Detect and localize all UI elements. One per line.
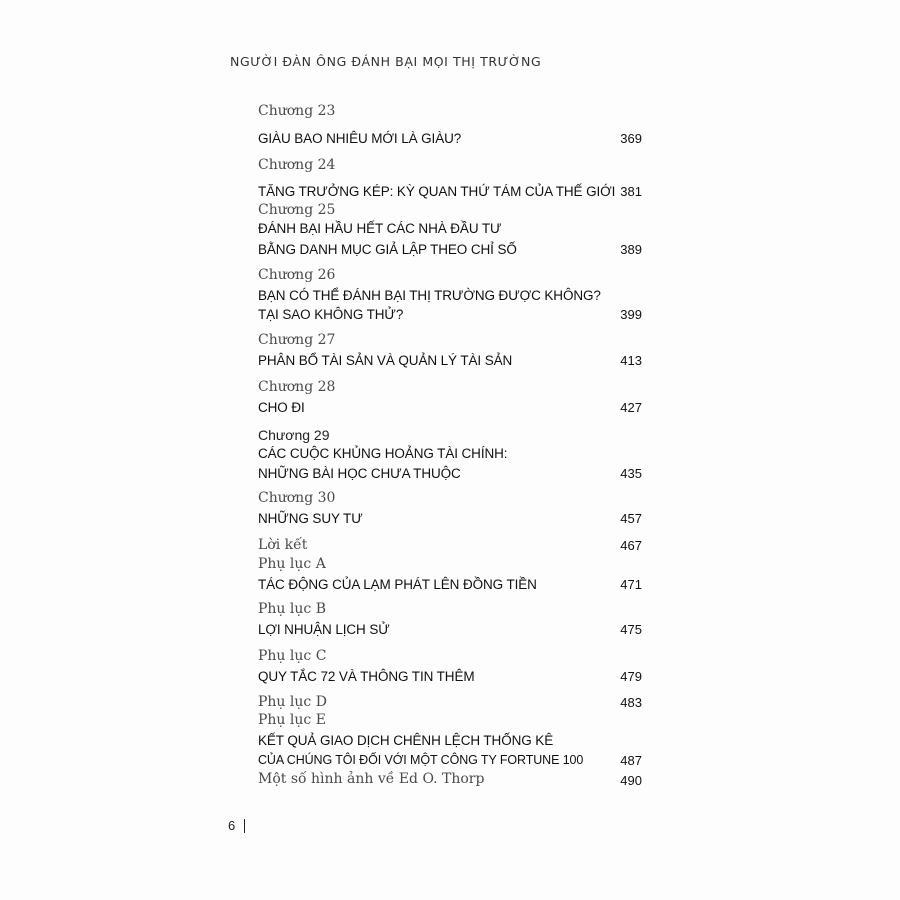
chapter-29-page: 435 <box>620 466 642 481</box>
chapter-27-page: 413 <box>620 353 642 368</box>
chapter-28-page: 427 <box>620 400 642 415</box>
chapter-30-page: 457 <box>620 511 642 526</box>
chapter-27-title: PHÂN BỔ TÀI SẢN VÀ QUẢN LÝ TÀI SẢN <box>258 353 513 368</box>
running-head: NGƯỜI ĐÀN ÔNG ĐÁNH BẠI MỌI THỊ TRƯỜNG <box>230 54 542 69</box>
chapter-29-title-line2: NHỮNG BÀI HỌC CHƯA THUỘC <box>258 466 461 481</box>
chapter-28-title: CHO ĐI <box>258 400 305 415</box>
chapter-28-label: Chương 28 <box>258 379 336 395</box>
appendix-e-title-line2: CỦA CHÚNG TÔI ĐỐI VỚI MỘT CÔNG TY FORTUNE 100 <box>258 753 584 767</box>
appendix-d-label: Phụ lục D <box>258 694 327 710</box>
chapter-25-title-line2: BẰNG DANH MỤC GIẢ LẬP THEO CHỈ SỐ <box>258 242 517 257</box>
chapter-29-title-line1: CÁC CUỘC KHỦNG HOẢNG TÀI CHÍNH: <box>258 446 508 461</box>
appendix-b-title: LỢI NHUẬN LỊCH SỬ <box>258 622 390 637</box>
appendix-b-label: Phụ lục B <box>258 601 326 617</box>
chapter-26-title-line2: TẠI SAO KHÔNG THỬ? <box>258 307 404 322</box>
chapter-24-title: TĂNG TRƯỞNG KÉP: KỲ QUAN THỨ TÁM CỦA THẾ GIỚI <box>258 184 616 199</box>
appendix-c-label: Phụ lục C <box>258 648 327 664</box>
chapter-25-label: Chương 25 <box>258 202 336 218</box>
chapter-26-page: 399 <box>620 307 642 322</box>
appendix-a-page: 471 <box>620 577 642 592</box>
appendix-a-label: Phụ lục A <box>258 556 326 572</box>
chapter-23-title: GIÀU BAO NHIÊU MỚI LÀ GIÀU? <box>258 131 462 146</box>
appendix-e-page: 487 <box>620 753 642 768</box>
appendix-e-label: Phụ lục E <box>258 712 326 728</box>
chapter-26-title-line1: BẠN CÓ THỂ ĐÁNH BẠI THỊ TRƯỜNG ĐƯỢC KHÔNG? <box>258 288 601 303</box>
appendix-e-title-line1: KẾT QUẢ GIAO DỊCH CHÊNH LỆCH THỐNG KÊ <box>258 733 554 748</box>
photos-label: Một số hình ảnh về Ed O. Thorp <box>258 771 485 787</box>
photos-page: 490 <box>620 773 642 788</box>
chapter-25-page: 389 <box>620 242 642 257</box>
epilogue-label: Lời kết <box>258 537 308 553</box>
appendix-c-title: QUY TẮC 72 VÀ THÔNG TIN THÊM <box>258 669 475 684</box>
chapter-25-title-line1: ĐÁNH BẠI HẦU HẾT CÁC NHÀ ĐẦU TƯ <box>258 221 502 236</box>
page-number: 6 <box>228 818 236 833</box>
chapter-30-title: NHỮNG SUY TƯ <box>258 511 363 526</box>
folio-divider <box>244 819 245 833</box>
chapter-23-page: 369 <box>620 131 642 146</box>
chapter-24-label: Chương 24 <box>258 157 336 173</box>
chapter-29-label: Chương 29 <box>258 427 330 443</box>
epilogue-page: 467 <box>620 538 642 553</box>
chapter-24-page: 381 <box>620 184 642 199</box>
appendix-d-page: 483 <box>620 695 642 710</box>
appendix-a-title: TÁC ĐỘNG CỦA LẠM PHÁT LÊN ĐỒNG TIỀN <box>258 577 537 592</box>
appendix-b-page: 475 <box>620 622 642 637</box>
appendix-c-page: 479 <box>620 669 642 684</box>
chapter-30-label: Chương 30 <box>258 490 336 506</box>
chapter-23-label: Chương 23 <box>258 103 336 119</box>
chapter-26-label: Chương 26 <box>258 267 336 283</box>
chapter-27-label: Chương 27 <box>258 332 336 348</box>
